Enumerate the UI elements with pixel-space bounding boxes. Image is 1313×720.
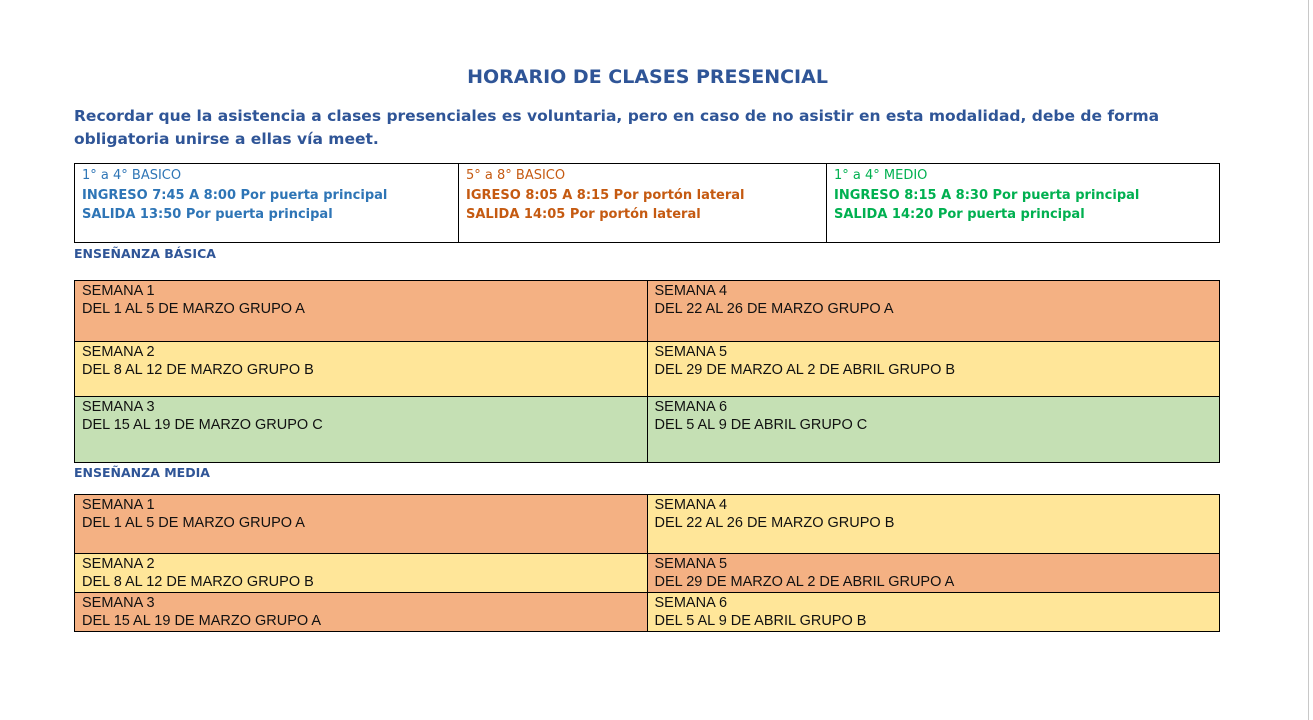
week-label: SEMANA 2 — [82, 344, 155, 360]
section-label-media: ENSEÑANZA MEDIA — [74, 465, 210, 480]
salida-text: SALIDA 13:50 Por puerta principal — [82, 207, 333, 222]
week-cell — [647, 495, 1220, 554]
week-cell — [647, 281, 1220, 342]
week-desc: DEL 1 AL 5 DE MARZO GRUPO A — [82, 301, 305, 317]
week-desc: DEL 22 AL 26 DE MARZO GRUPO A — [654, 301, 894, 317]
week-cell — [647, 593, 1220, 632]
week-desc: DEL 8 AL 12 DE MARZO GRUPO B — [82, 574, 314, 590]
week-label: SEMANA 6 — [654, 595, 728, 611]
week-cell — [75, 281, 648, 342]
page-edge — [1308, 0, 1309, 720]
grade-label: 1° a 4° BASICO — [82, 168, 182, 183]
entry-cell-basico-5-8 — [459, 164, 827, 243]
ingreso-text: INGRESO 7:45 A 8:00 Por puerta principal — [82, 187, 388, 203]
week-label: SEMANA 2 — [82, 556, 155, 572]
week-desc: DEL 29 DE MARZO AL 2 DE ABRIL GRUPO A — [654, 574, 955, 590]
week-label: SEMANA 1 — [82, 283, 155, 299]
basica-week-table — [74, 280, 1220, 463]
notice-text: Recordar que la asistencia a clases presenciales es voluntaria, pero en caso de no asistir en esta modalidad, debe de forma obligatoria unirse a ellas vía meet. — [74, 107, 1160, 148]
week-label: SEMANA 3 — [82, 399, 155, 415]
ingreso-text: INGRESO 8:15 A 8:30 Por puerta principal — [834, 187, 1140, 203]
week-cell — [647, 554, 1220, 593]
week-label: SEMANA 5 — [654, 344, 728, 360]
week-label: SEMANA 5 — [654, 556, 728, 572]
week-desc: DEL 5 AL 9 DE ABRIL GRUPO C — [654, 417, 868, 433]
week-label: SEMANA 6 — [654, 399, 728, 415]
salida-text: SALIDA 14:05 Por portón lateral — [466, 207, 701, 222]
grade-label: 1° a 4° MEDIO — [834, 168, 928, 183]
week-label: SEMANA 3 — [82, 595, 155, 611]
week-cell — [75, 593, 648, 632]
week-cell — [647, 342, 1220, 397]
section-label-basica: ENSEÑANZA BÁSICA — [74, 246, 216, 261]
entry-cell-medio-1-4 — [827, 164, 1220, 243]
week-label: SEMANA 1 — [82, 497, 155, 513]
week-desc: DEL 15 AL 19 DE MARZO GRUPO A — [82, 613, 322, 629]
week-label: SEMANA 4 — [654, 497, 728, 513]
page-title: HORARIO DE CLASES PRESENCIAL — [467, 66, 828, 88]
week-cell — [75, 342, 648, 397]
week-desc: DEL 15 AL 19 DE MARZO GRUPO C — [82, 417, 323, 433]
week-desc: DEL 5 AL 9 DE ABRIL GRUPO B — [654, 613, 867, 629]
week-desc: DEL 1 AL 5 DE MARZO GRUPO A — [82, 515, 305, 531]
salida-text: SALIDA 14:20 Por puerta principal — [834, 207, 1085, 222]
week-desc: DEL 22 AL 26 DE MARZO GRUPO B — [654, 515, 895, 531]
week-cell — [75, 397, 648, 463]
week-cell — [75, 554, 648, 593]
week-cell — [647, 397, 1220, 463]
entry-cell-basico-1-4 — [75, 164, 459, 243]
entry-schedule-table — [74, 163, 1220, 243]
grade-label: 5° a 8° BASICO — [466, 168, 566, 183]
ingreso-text: IGRESO 8:05 A 8:15 Por portón lateral — [466, 187, 745, 203]
week-cell — [75, 495, 648, 554]
week-desc: DEL 8 AL 12 DE MARZO GRUPO B — [82, 362, 314, 378]
week-label: SEMANA 4 — [654, 283, 728, 299]
week-desc: DEL 29 DE MARZO AL 2 DE ABRIL GRUPO B — [654, 362, 956, 378]
media-week-table — [74, 494, 1220, 632]
